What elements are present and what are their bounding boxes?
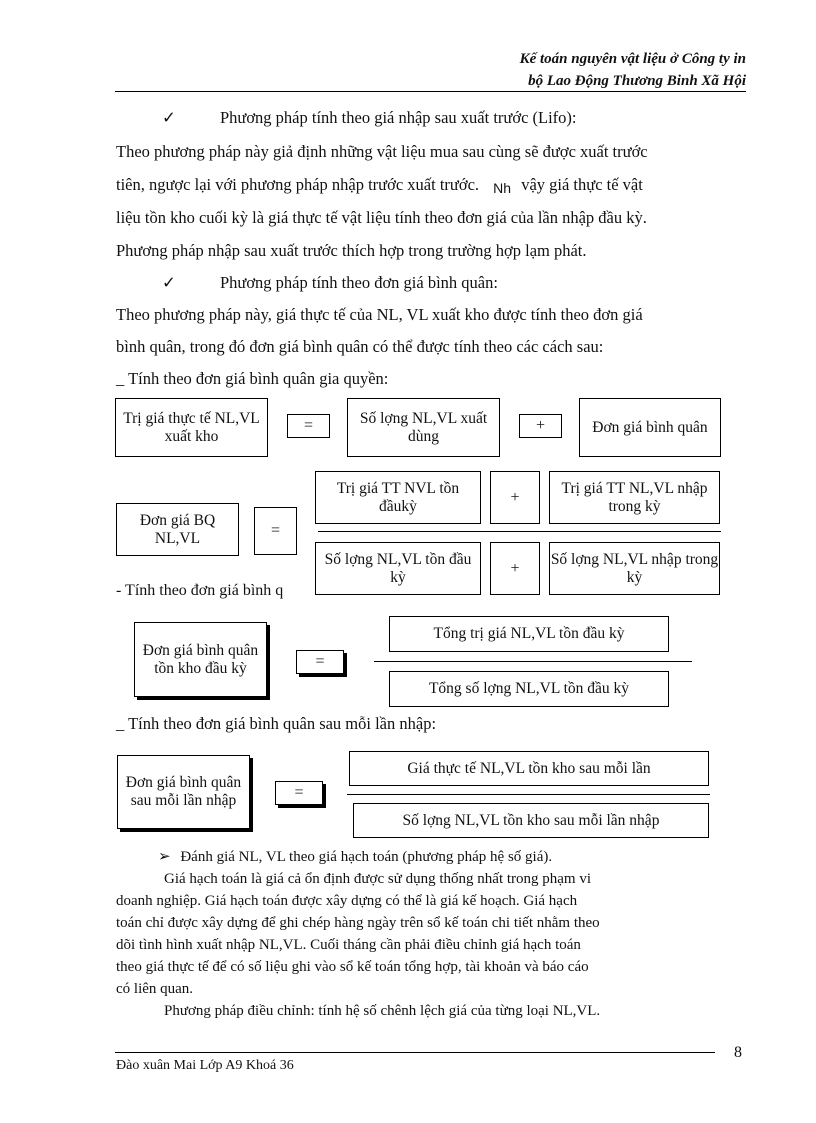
avg-paragraph-line-2: bình quân, trong đó đơn giá bình quân có thể được tính theo các cách sau: — [116, 337, 604, 356]
hach-toan-line-7: Phương pháp điều chỉnh: tính hệ số chênh lệch giá của từng loại NL,VL. — [164, 1003, 601, 1019]
hach-toan-line-5: theo giá thực tế để có số liệu ghi vào sổ kế toán tổng hợp, tài khoản và báo cáo — [116, 959, 589, 975]
hach-toan-line-1: Giá hạch toán là giá cả ổn định được sử dụng thống nhất trong phạm vi — [164, 871, 592, 887]
hach-toan-heading: ➢ Đánh giá NL, VL theo giá hạch toán (phương pháp hệ số giá). — [158, 849, 553, 865]
formula3-fraction-bar — [374, 661, 692, 662]
avg-heading: ✓ Phương pháp tính theo đơn giá bình quân: — [162, 273, 498, 292]
hach-toan-line-3: toán chỉ được xây dựng để ghi chép hàng ngày trên sổ kế toán chi tiết nhằm theo — [116, 915, 600, 931]
after-each-label: _ Tính theo đơn giá bình quân sau mỗi lần nhập: — [116, 714, 437, 733]
formula1-plus: + — [519, 414, 562, 438]
formula2-den-opening-qty: Số lợng NL,VL tồn đầu kỳ — [315, 542, 481, 595]
formula4-fraction-bar — [347, 794, 710, 795]
arrow-bullet-icon: ➢ — [158, 849, 171, 865]
formula4-denominator: Số lợng NL,VL tồn kho sau mỗi lần nhập — [353, 803, 709, 838]
formula3-numerator: Tổng trị giá NL,VL tồn đầu kỳ — [389, 616, 669, 652]
formula2-lhs: Đơn giá BQ NL,VL — [116, 503, 239, 556]
formula3-equals: = — [296, 650, 344, 674]
formula1-box-quantity: Số lợng NL,VL xuất dùng — [347, 398, 500, 457]
lifo-paragraph-line-4: Phương pháp nhập sau xuất trước thích hợp trong trường hợp lạm phát. — [116, 241, 587, 260]
header-rule — [115, 91, 746, 92]
formula2-equals: = — [254, 507, 297, 555]
header-line-1: Kế toán nguyên vật liệu ở Công ty in — [519, 51, 746, 67]
hach-toan-line-6: có liên quan. — [116, 981, 194, 997]
header-line-2: bộ Lao Động Thương Binh Xã Hội — [528, 73, 746, 89]
formula4-lhs: Đơn giá bình quân sau mỗi lần nhập — [117, 755, 250, 829]
footer-rule — [115, 1052, 715, 1053]
running-header — [520, 48, 746, 92]
formula2-num-opening-value: Trị giá TT NVL tồn đầukỳ — [315, 471, 481, 524]
formula4-equals: = — [275, 781, 323, 805]
hach-toan-line-2: doanh nghiệp. Giá hạch toán được xây dựng có thể là giá kế hoạch. Giá hạch — [116, 893, 578, 909]
period-label: - Tính theo đơn giá bình q — [116, 582, 284, 599]
formula3-lhs: Đơn giá bình quân tồn kho đầu kỳ — [134, 622, 267, 697]
formula1-box-value: Trị giá thực tế NL,VL xuất kho — [115, 398, 268, 457]
formula1-equals: = — [287, 414, 330, 438]
page-number: 8 — [734, 1044, 742, 1061]
lifo-heading: ✓ Phương pháp tính theo giá nhập sau xuất trước (Lifo): — [162, 108, 577, 127]
checkmark-icon: ✓ — [162, 108, 176, 127]
formula2-num-plus: + — [490, 471, 540, 524]
lifo-paragraph-line-1: Theo phương pháp này giả định những vật liệu mua sau cùng sẽ được xuất trước — [116, 142, 648, 161]
checkmark-icon: ✓ — [162, 273, 176, 292]
formula3-denominator: Tổng số lợng NL,VL tồn đầu kỳ — [389, 671, 669, 707]
formula4-numerator: Giá thực tế NL,VL tồn kho sau mỗi lần — [349, 751, 709, 786]
footer-author: Đào xuân Mai Lớp A9 Khoá 36 — [116, 1058, 294, 1073]
lifo-paragraph-line-2: tiên, ngược lại với phương pháp nhập trước xuất trước. Nh vậy giá thực tế vật — [116, 175, 643, 196]
formula2-den-purchase-qty: Số lợng NL,VL nhập trong kỳ — [549, 542, 720, 595]
formula1-box-unit-price: Đơn giá bình quân — [579, 398, 721, 457]
avg-paragraph-line-1: Theo phương pháp này, giá thực tế của NL, VL xuất kho được tính theo đơn giá — [116, 305, 643, 324]
weighted-label: _ Tính theo đơn giá bình quân gia quyền: — [116, 369, 389, 388]
formula2-den-plus: + — [490, 542, 540, 595]
formula2-num-purchase-value: Trị giá TT NL,VL nhập trong kỳ — [549, 471, 720, 524]
lifo-paragraph-line-3: liệu tồn kho cuối kỳ là giá thực tế vật liệu tính theo đơn giá của lần nhập đầu kỳ. — [116, 208, 647, 227]
formula2-fraction-bar — [318, 531, 721, 532]
hach-toan-line-4: dõi tình hình xuất nhập NL,VL. Cuối tháng cần phải điều chỉnh giá hạch toán — [116, 937, 581, 953]
